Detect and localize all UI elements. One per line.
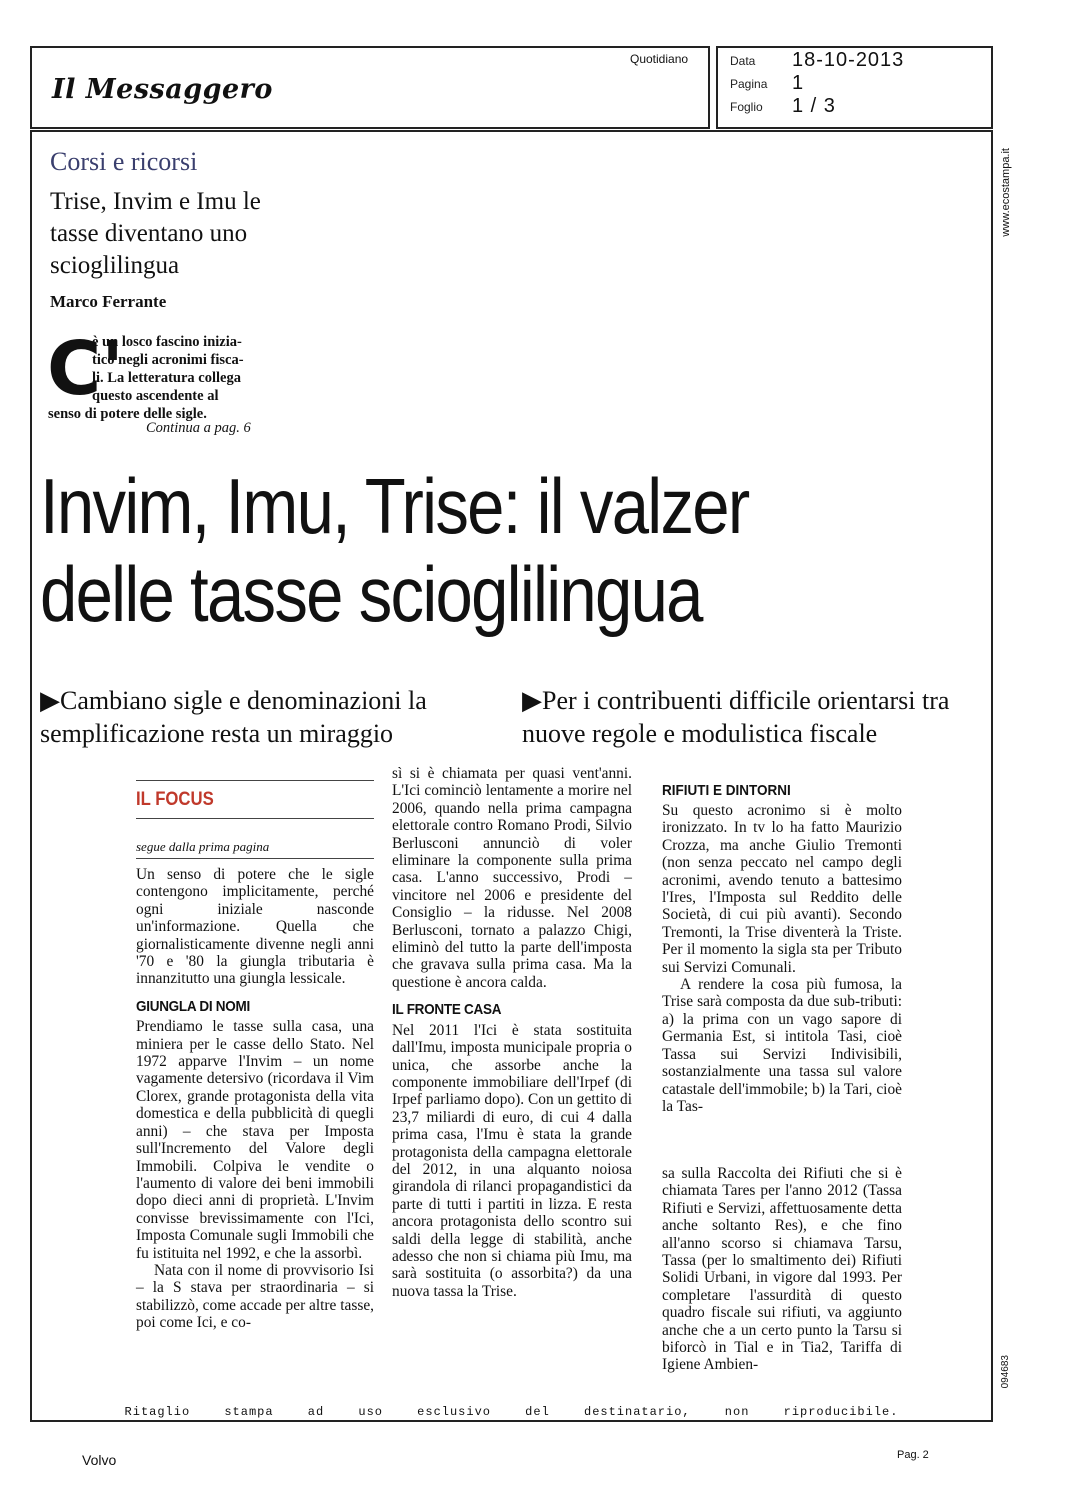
teaser-title: Trise, Invim e Imu le tasse diventano uno scioglilingua	[50, 188, 261, 279]
segue-label: segue dalla prima pagina	[136, 839, 270, 854]
deck-right: ▶Per i contribuenti difficile orientarsi tra nuove regole e modulistica fiscale	[522, 686, 950, 748]
section-heading: RIFIUTI E DINTORNI	[662, 782, 791, 799]
paragraph: Prendiamo le tasse sulla casa, una miniera per le casse dello Stato. Nel 1972 apparve l'Invim – un nome vagamente detersivo (ricordava il Vim Clorex, grande protagonista della vita domestica e della pubblicità di quegli anni) – che stava per Imposta sull'Incremento del Valore degli Immobili. Colpiva le vendite o l'aumento di valore dei beni immobili dopo dieci anni di proprietà. L'Invim convisse brevissimamente con l'Ici, Imposta Comunale sugli Immobili che fu istituita nel 1992, e che la assorbì.	[136, 1018, 374, 1262]
paragraph: sa sulla Raccolta dei Rifiuti che si è chiamata Tares per l'anno 2012 (Tassa Rifiuti e Servizi, affettuosamente detta anche soltanto Res), e che fino all'anno scorso si chiamava Tarsu, Tassa (per lo smaltimento dei) Rifiuti Solidi Urbani, in vigore dal 1993. Per completare l'assurdità di questo quadro fiscale sui rifiuti, va aggiunto anche che a un certo punto la Tarsu si biforcò in Tial e in Tia2, Tariffa di Igiene Ambien-	[662, 1165, 902, 1374]
meta-label-data: Data	[730, 54, 756, 68]
meta-value-pagina: 1	[792, 72, 805, 94]
headline-line-2: delle tasse scioglilingua	[40, 550, 702, 638]
focus-rule-bottom	[136, 818, 374, 819]
teaser-line: questo ascendente al	[92, 388, 219, 404]
column-2	[392, 765, 632, 1300]
teaser-line: è un losco fascino inizia-	[92, 334, 242, 350]
paragraph: Su questo acronimo si è molto ironizzato. In tv lo ha fatto Maurizio Crozza, ma anche Giulio Tremonti (non senza peccato nel campo degli acronimi, avendo tenuto a battesimo l'Ires, l'Imposta sul Reddito delle Società, di cui più avanti). Secondo Tremonti, la Trise diventerà la Triste. Per il momento la sigla sta per Tributo sui Servizi Comunali.	[662, 802, 902, 976]
headline-line-1: Invim, Imu, Trise: il valzer	[40, 462, 749, 550]
clipping-code: 094683	[1000, 1355, 1011, 1389]
column-3-bottom	[662, 1165, 902, 1374]
meta-value-data: 18-10-2013	[792, 49, 905, 71]
teaser-line: tico negli acronimi fisca-	[92, 352, 244, 368]
client-name: Volvo	[82, 1452, 117, 1468]
meta-value-foglio: 1 / 3	[792, 95, 836, 117]
teaser-body	[47, 326, 270, 423]
website-side-label: www.ecostampa.it	[1000, 148, 1012, 237]
paragraph: sì si è chiamata per quasi vent'anni. L'Ici cominciò lentamente a morire nel 2006, quando nella prima campagna elettorale contro Romano Prodi, Silvio Berlusconi annunciò di voler eliminare la componente sulla prima casa. L'anno successivo, Prodi – vincitore nel 2006 e presidente del Consiglio – la ridusse. Nel 2008 Berlusconi, tornato a palazzo Chigi, eliminò del tutto la parte dell'imposta che gravava sulla prima casa. Ma la questione è ancora calda.	[392, 765, 632, 991]
focus-rule-top	[136, 780, 374, 781]
section-heading: GIUNGLA DI NOMI	[136, 997, 250, 1015]
teaser-author: Marco Ferrante	[50, 292, 167, 311]
teaser-line: li. La letteratura collega	[92, 370, 241, 386]
column-3-top	[662, 802, 902, 1115]
drop-cap: C'	[47, 326, 124, 412]
paragraph: Nata con il nome di provvisorio Isi – la S stava per straordinaria – si stabilizzò, come accade per altre tasse, poi come Ici, e co-	[136, 1261, 374, 1332]
column-1	[136, 866, 374, 1332]
paragraph: A rendere la cosa più fumosa, la Trise sarà composta da due sub-tributi: a) la prima con un vago sapore di Germania Est, si intitola Tasi, cioè Tassa sui Servizi Indivisibili, sostanzialmente una tassa sul valore catastale dell'immobile; b) la Tari, cioè la Tas-	[662, 976, 902, 1115]
section-heading: IL FRONTE CASA	[392, 1001, 502, 1019]
page-number: Pag. 2	[897, 1449, 929, 1461]
paragraph: Nel 2011 l'Ici è stata sostituita dall'Imu, imposta municipale propria o unica, che assorbe anche la componente immobiliare dell'Irpef (di Irpef parliamo dopo). Con un gettito di 23,7 miliardi di euro, di cui 4 dalla prima casa, l'Imu è stata la grande protagonista della campagna elettorale del 2012, in una alquanto noiosa girandola di rilanci propagandistici da parte di tutti i partiti in lizza. E resta ancora protagonista dello scontro sui saldi della legge di stabilità, anche adesso che non si chiama più Imu, ma sarà sostituita (o assorbita?) da una nuova tassa la Trise.	[392, 1021, 632, 1300]
continua-link[interactable]: Continua a pag. 6	[146, 420, 251, 436]
deck-left: ▶Cambiano sigle e denominazioni la semplificazione resta un miraggio	[40, 686, 427, 748]
main-headline	[40, 462, 857, 638]
reproduction-notice: Ritaglio stampa ad uso esclusivo del destinatario, non riproducibile.	[124, 1405, 899, 1419]
newspaper-logo: Il Messaggero	[52, 74, 273, 105]
segue-rule	[136, 858, 374, 859]
frequency-label: Quotidiano	[630, 52, 689, 66]
teaser-kicker: Corsi e ricorsi	[50, 147, 198, 176]
meta-label-foglio: Foglio	[730, 100, 763, 114]
focus-label: IL FOCUS	[136, 789, 214, 810]
teaser-line: senso di potere delle sigle.	[48, 406, 207, 422]
meta-label-pagina: Pagina	[730, 77, 768, 91]
paragraph: Un senso di potere che le sigle contengono implicitamente, perché ogni iniziale nasconde un'informazione. Quella che giornalisticamente divenne negli anni '70 e '80 la giungla tributaria è innanzitutto una giungla lessicale.	[136, 866, 374, 988]
